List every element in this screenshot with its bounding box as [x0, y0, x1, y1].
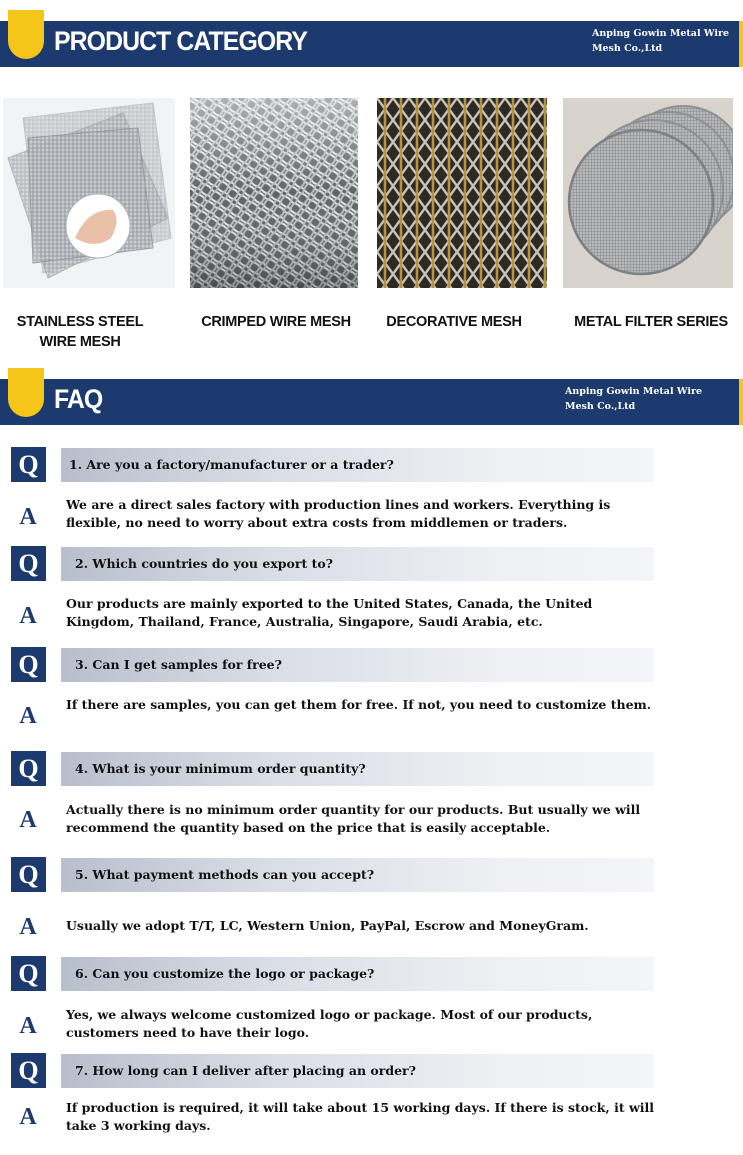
answer-badge: A: [19, 603, 37, 629]
question-bar: [61, 547, 654, 581]
question-text: 7. How long can I deliver after placing an order?: [75, 1063, 416, 1078]
question-bar: [61, 752, 654, 786]
question-badge: Q: [11, 956, 46, 991]
product-name-stainless-steel: [0, 312, 170, 352]
product-category-banner: [0, 21, 743, 67]
answer-badge: A: [19, 914, 37, 940]
product-name-decorative: [364, 312, 544, 332]
question-text: 5. What payment methods can you accept?: [75, 867, 375, 882]
question-badge: Q: [11, 447, 46, 482]
question-badge: Q: [11, 751, 46, 786]
question-text: 3. Can I get samples for free?: [75, 657, 282, 672]
answer-text: If there are samples, you can get them for free. If not, you need to customize them.: [66, 697, 652, 712]
question-text: 6. Can you customize the logo or package?: [75, 966, 375, 981]
question-text: 2. Which countries do you export to?: [75, 556, 334, 571]
question-badge: Q: [11, 1053, 46, 1088]
company-name: Anping Gowin Metal Wire Mesh Co.,Ltd: [565, 386, 703, 412]
company-name: Anping Gowin Metal Wire Mesh Co.,Ltd: [592, 28, 730, 54]
question-bar: [61, 648, 654, 682]
decorative-mesh-image: [377, 98, 547, 288]
question-badge: Q: [11, 546, 46, 581]
product-stainless-steel-mesh[interactable]: [3, 98, 175, 288]
answer-text: If production is required, it will take about 15 working days. If there is stock, it will take 3 working days.: [66, 1100, 654, 1133]
banner-right-accent: [739, 21, 743, 67]
answer-text: Our products are mainly exported to the United States, Canada, the United Kingdom, Thailand, France, Australia, Singapore, Saudi Arabia, etc.: [66, 596, 593, 629]
question-bar: [61, 858, 654, 892]
faq-title: FAQ: [54, 384, 103, 414]
question-badge: Q: [11, 647, 46, 682]
metal-filter-image: [563, 98, 733, 288]
answer-text: Usually we adopt T/T, LC, Western Union, PayPal, Escrow and MoneyGram.: [66, 918, 589, 933]
product-category-title: PRODUCT CATEGORY: [54, 26, 308, 56]
question-badge: Q: [11, 857, 46, 892]
stainless-steel-mesh-image: [3, 98, 175, 288]
answer-badge: A: [19, 504, 37, 530]
question-text: 4. What is your minimum order quantity?: [75, 761, 366, 776]
product-name-metal-filter: [561, 312, 741, 332]
question-bar: [61, 448, 654, 482]
answer-badge: A: [19, 1104, 37, 1130]
product-name-crimped: [186, 312, 366, 332]
banner-right-accent: [739, 379, 743, 425]
product-crimped-wire-mesh[interactable]: [190, 98, 362, 288]
answer-badge: A: [19, 703, 37, 729]
question-bar: [61, 1054, 654, 1088]
answer-badge: A: [19, 1013, 37, 1039]
answer-badge: A: [19, 807, 37, 833]
answer-text: We are a direct sales factory with production lines and workers. Everything is flexible, no need to worry about extra costs from middlemen or traders.: [66, 497, 611, 530]
crimped-wire-mesh-image: [190, 98, 358, 288]
question-text: 1. Are you a factory/manufacturer or a trader?: [69, 457, 394, 472]
product-name-label: STAINLESS STEEL WIRE MESH: [16, 314, 144, 350]
product-name-label: METAL FILTER SERIES: [574, 314, 728, 330]
answer-text: Yes, we always welcome customized logo or package. Most of our products, customers need to have their logo.: [66, 1007, 593, 1040]
question-bar: [61, 957, 654, 991]
product-metal-filter-series[interactable]: [563, 98, 735, 288]
answer-text: Actually there is no minimum order quantity for our products. But usually we will recommend the quantity based on the price that is easily acceptable.: [66, 802, 641, 835]
banner-tab-decoration: [8, 368, 44, 417]
product-decorative-mesh[interactable]: [377, 98, 549, 288]
banner-tab-decoration: [8, 10, 44, 59]
faq-banner: [0, 379, 743, 425]
product-name-label: CRIMPED WIRE MESH: [201, 314, 351, 330]
product-name-label: DECORATIVE MESH: [386, 314, 522, 330]
